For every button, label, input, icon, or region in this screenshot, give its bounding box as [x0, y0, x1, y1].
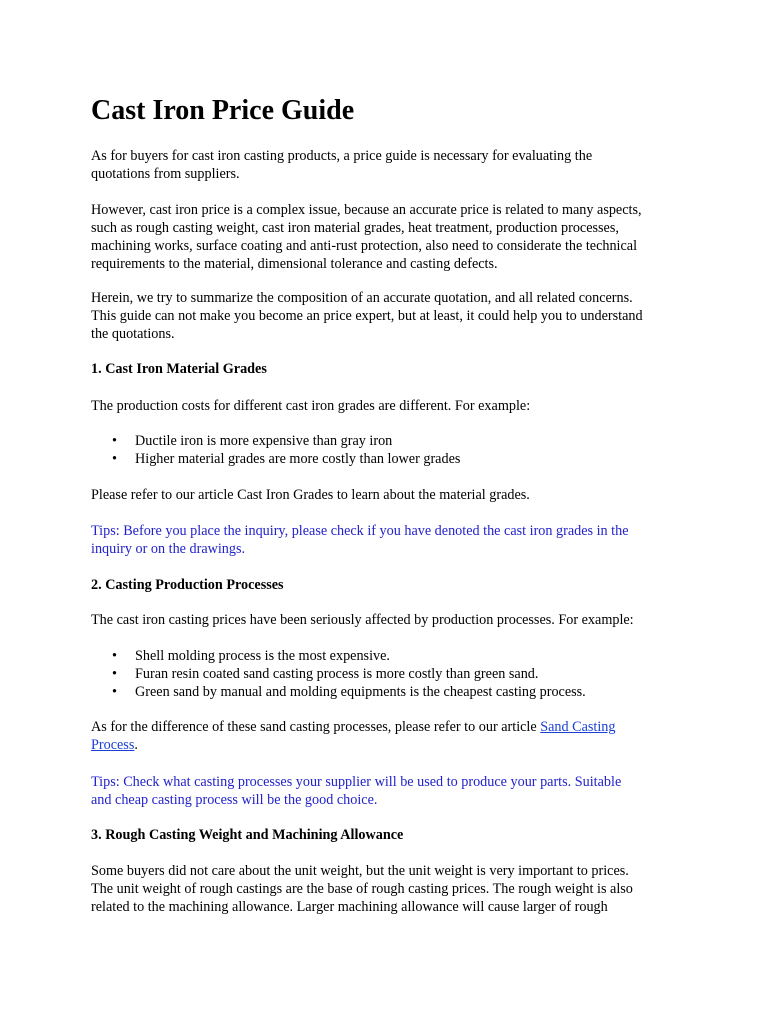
bullet-icon: •	[112, 451, 117, 467]
section-3-body	[91, 862, 691, 916]
list-item-text: Higher material grades are more costly than lower grades	[135, 451, 461, 467]
section-1-lead	[91, 397, 691, 415]
intro-paragraph-1-line: As for buyers for cast iron casting products, a price guide is necessary for evaluating the	[91, 148, 593, 164]
list-item	[91, 432, 460, 450]
intro-paragraph-3	[91, 289, 691, 343]
intro-paragraph-1-line: quotations from suppliers.	[91, 166, 240, 182]
section-2-refer-text: As for the difference of these sand casting processes, please refer to our article	[91, 719, 541, 735]
section-2-lead-line: The cast iron casting prices have been seriously affected by production processes. For example:	[91, 612, 634, 628]
section-2-refer	[91, 718, 691, 754]
list-item-text: Ductile iron is more expensive than gray iron	[135, 433, 393, 449]
list-item	[91, 450, 460, 468]
section-2-bullet-list	[91, 647, 586, 701]
section-2-refer-line	[91, 736, 691, 754]
sand-casting-process-link-continued[interactable]: Process	[91, 737, 135, 753]
section-1-lead-line: The production costs for different cast iron grades are different. For example:	[91, 398, 531, 414]
intro-paragraph-3-line: This guide can not make you become an price expert, but at least, it could help you to understand	[91, 308, 643, 324]
section-1-tips-line: Tips: Before you place the inquiry, please check if you have denoted the cast iron grades in the	[91, 523, 629, 539]
section-1-heading: 1. Cast Iron Material Grades	[91, 361, 267, 377]
section-1-bullet-list	[91, 432, 460, 468]
section-2-lead	[91, 611, 691, 629]
section-2-tips	[91, 773, 691, 809]
section-3-body-line: The unit weight of rough castings are the base of rough casting prices. The rough weight is also	[91, 881, 633, 897]
bullet-icon: •	[112, 433, 117, 449]
intro-paragraph-3-line: the quotations.	[91, 326, 175, 342]
section-1-tips	[91, 522, 691, 558]
section-3-body-line: Some buyers did not care about the unit weight, but the unit weight is very important to prices.	[91, 863, 629, 879]
section-3-body-line: related to the machining allowance. Larger machining allowance will cause larger of rough	[91, 899, 608, 915]
intro-paragraph-2-line: such as rough casting weight, cast iron material grades, heat treatment, production processes,	[91, 220, 619, 236]
intro-paragraph-2-line: machining works, surface coating and anti-rust protection, also need to considerate the technical	[91, 238, 638, 254]
list-item	[91, 665, 586, 683]
list-item	[91, 647, 586, 665]
page-title: Cast Iron Price Guide	[91, 95, 355, 126]
bullet-icon: •	[112, 648, 117, 664]
sand-casting-process-link[interactable]: Sand Casting	[540, 719, 616, 735]
section-2-refer-line	[91, 718, 691, 736]
intro-paragraph-2	[91, 201, 691, 273]
section-3-heading: 3. Rough Casting Weight and Machining Allowance	[91, 827, 404, 843]
bullet-icon: •	[112, 666, 117, 682]
list-item	[91, 683, 586, 701]
list-item-text: Shell molding process is the most expensive.	[135, 648, 390, 664]
section-2-refer-end: .	[134, 737, 138, 753]
section-2-heading: 2. Casting Production Processes	[91, 577, 284, 593]
intro-paragraph-1	[91, 147, 691, 183]
section-1-refer-line: Please refer to our article Cast Iron Grades to learn about the material grades.	[91, 487, 530, 503]
list-item-text: Green sand by manual and molding equipments is the cheapest casting process.	[135, 684, 586, 700]
bullet-icon: •	[112, 684, 117, 700]
section-1-refer	[91, 486, 691, 504]
intro-paragraph-2-line: However, cast iron price is a complex issue, because an accurate price is related to many aspects,	[91, 202, 642, 218]
section-1-tips-line: inquiry or on the drawings.	[91, 541, 246, 557]
section-2-tips-line: Tips: Check what casting processes your supplier will be used to produce your parts. Suitable	[91, 774, 622, 790]
list-item-text: Furan resin coated sand casting process is more costly than green sand.	[135, 666, 539, 682]
intro-paragraph-2-line: requirements to the material, dimensional tolerance and casting defects.	[91, 256, 498, 272]
section-2-tips-line: and cheap casting process will be the good choice.	[91, 792, 378, 808]
intro-paragraph-3-line: Herein, we try to summarize the composition of an accurate quotation, and all related concerns.	[91, 290, 633, 306]
